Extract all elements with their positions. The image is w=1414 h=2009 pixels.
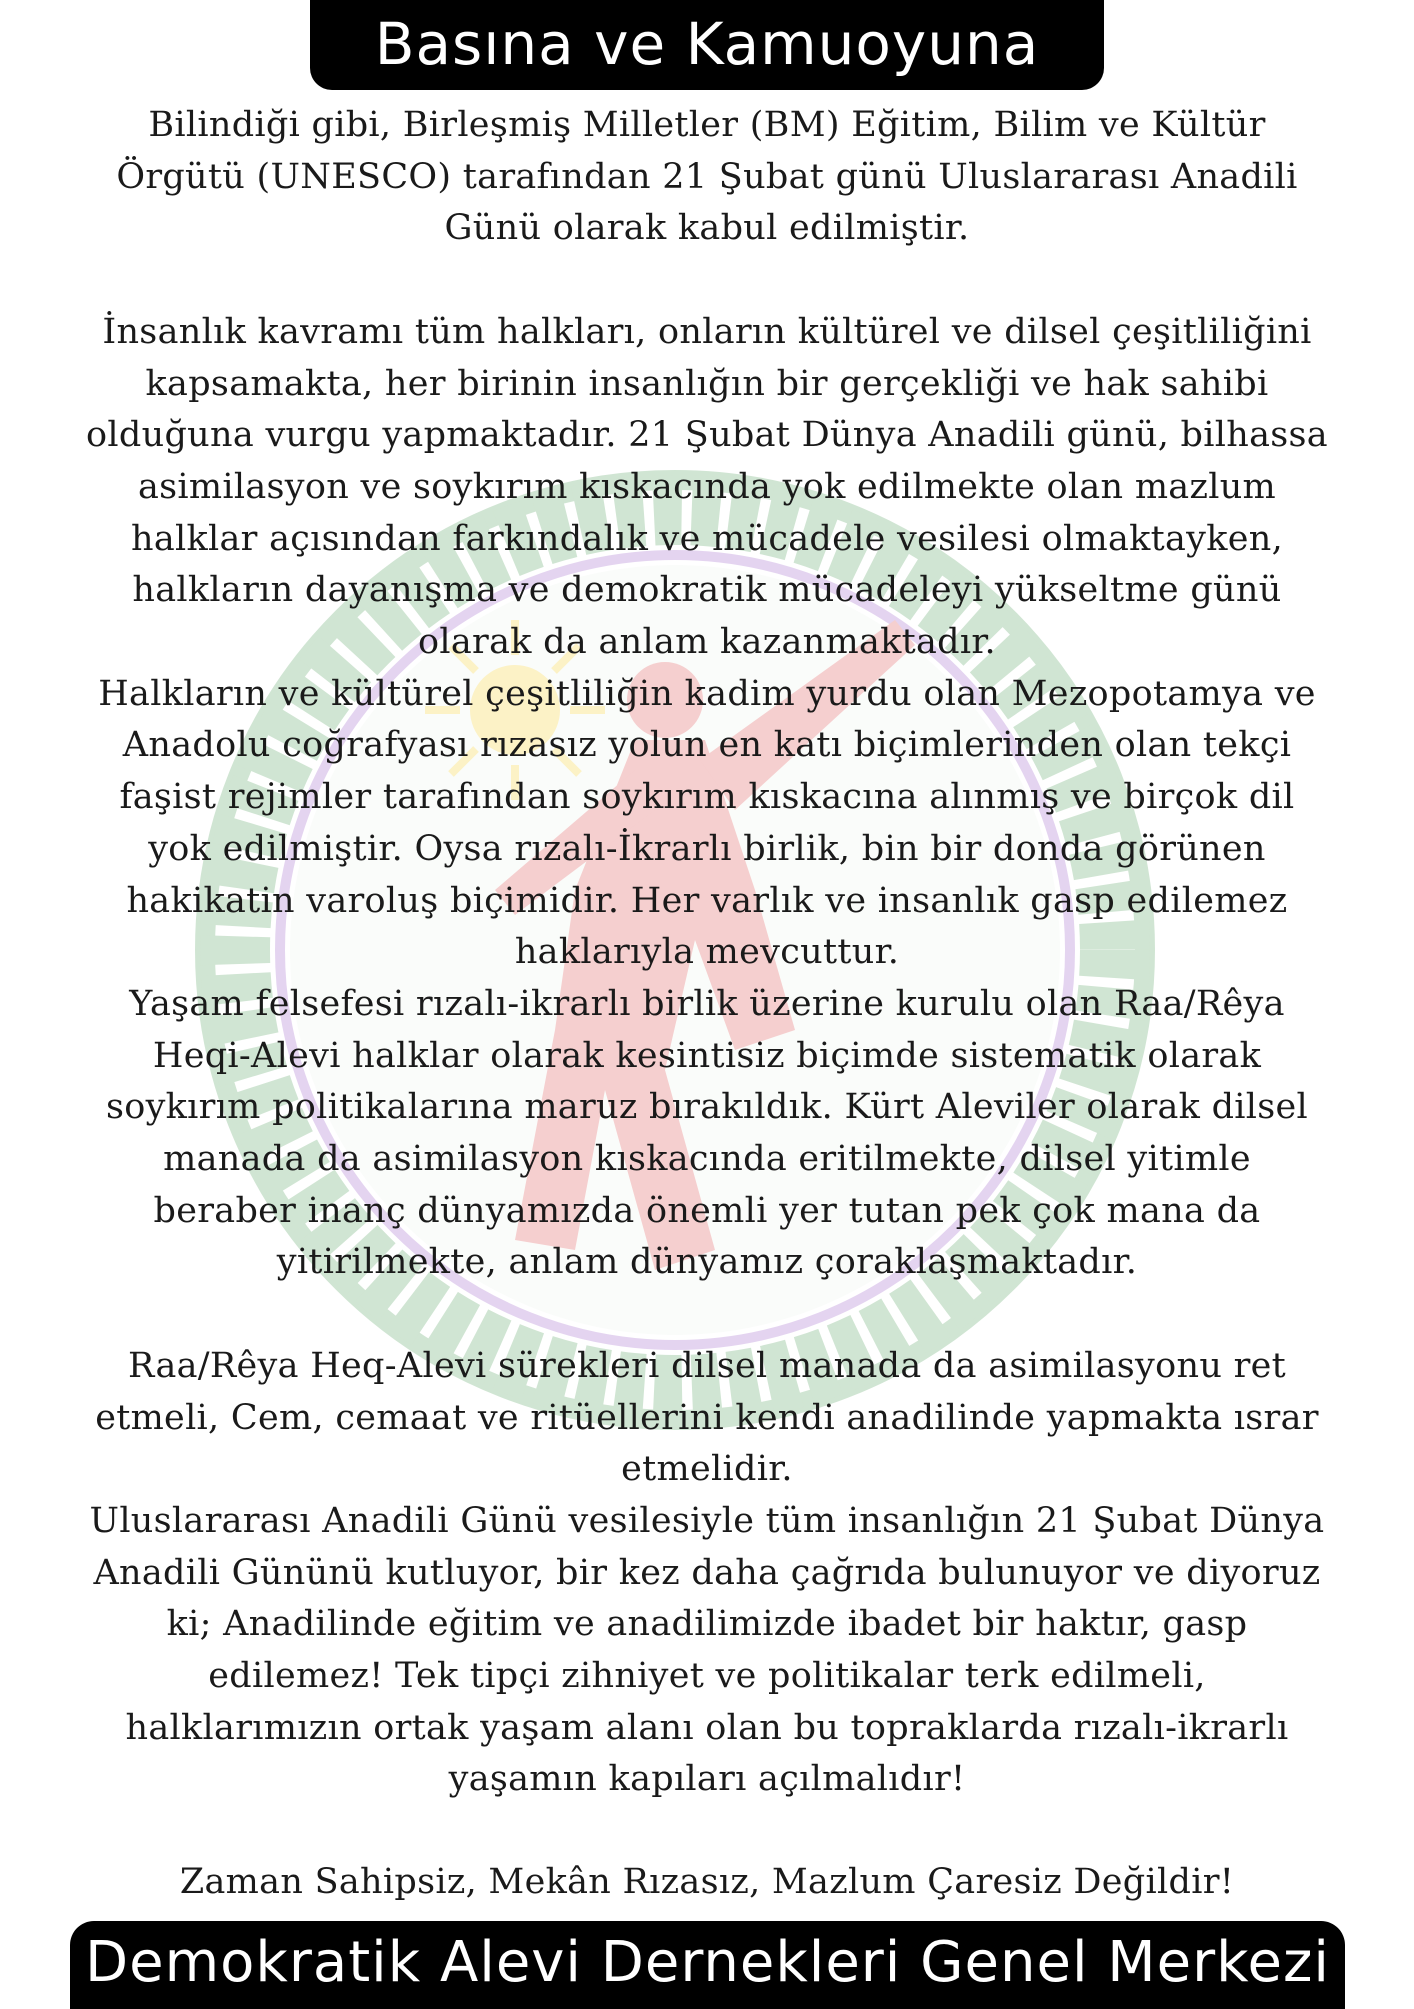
paragraph-mesopotamia-anatolia: Halkların ve kültürel çeşitliliğin kadim yurdu olan Mezopotamya ve Anadolu coğrafyası rızasız yolun en katı biçimlerinden olan tekçi faşist rejimler tarafından soykırım kıskacına alınmış ve birçok dil yok edilmiştir. Oysa rızalı-İkrarlı birlik, bin bir donda görünen hakikatin varoluş biçimidir. Her varlık ve insanlık gasp edilemez haklarıyla mevcuttur. xyxy=(98,673,1316,973)
document-title: Basına ve Kamuoyuna xyxy=(310,0,1104,90)
paragraph-alevi-assimilation: Yaşam felsefesi rızalı-ikrarlı birlik üzerine kurulu olan Raa/Rêya Heqi-Alevi halklar olarak kesintisiz biçimde sistematik olarak soykırım politikalarına maruz bırakıldık. Kürt Aleviler olarak dilsel manada da asimilasyon kıskacında eritilmekte, dilsel yitimle beraber inanç dünyamızda önemli yer tutan pek çok mana da yitirilmekte, anlam dünyamız çoraklaşmaktadır. xyxy=(105,983,1309,1283)
paragraph-gap xyxy=(20,1289,1394,1341)
paragraph-unesco-recognition: Bilindiği gibi, Birleşmiş Milletler (BM) Eğitim, Bilim ve Kültür Örgütü (UNESCO) tarafından 21 Şubat günü Uluslararası Anadili Günü olarak kabul edilmiştir. xyxy=(116,105,1298,249)
paragraph-call-to-action: Uluslararası Anadili Günü vesilesiyle tüm insanlığın 21 Şubat Dünya Anadili Gününü kutluyor, bir kez daha çağrıda bulunuyor ve diyoruz ki; Anadilinde eğitim ve anadilimizde ibadet bir haktır, gasp edilemez! Tek tipçi zihniyet ve politikalar terk edilmeli, halklarımızın ortak yaşam alanı olan bu topraklarda rızalı-ikrarlı yaşamın kapıları açılmalıdır! xyxy=(89,1500,1325,1800)
slogan: Zaman Sahipsiz, Mekân Rızasız, Mazlum Çaresiz Değildir! xyxy=(179,1862,1235,1902)
paragraph-native-language-rituals: Raa/Rêya Heq-Alevi sürekleri dilsel manada da asimilasyonu ret etmeli, Cem, cemaat ve ritüellerini kendi anadilinde yapmakta ısrar etmelidir. xyxy=(95,1345,1319,1490)
organization-signature: Demokratik Alevi Dernekleri Genel Merkezi xyxy=(70,1921,1345,2009)
paragraph-humanity-concept: İnsanlık kavramı tüm halkları, onların kültürel ve dilsel çeşitliliğini kapsamakta, her birinin insanlığın bir gerçekliği ve hak sahibi olduğuna vurgu yapmaktadır. 21 Şubat Dünya Anadili günü, bilhassa asimilasyon ve soykırım kıskacında yok edilmekte olan mazlum halklar açısından farkındalık ve mücadele vesilesi olmaktayken, halkların dayanışma ve demokratik mücadeleyi yükseltme günü olarak da anlam kazanmaktadır. xyxy=(86,311,1328,663)
statement-body xyxy=(20,100,1394,1806)
paragraph-gap xyxy=(20,255,1394,307)
